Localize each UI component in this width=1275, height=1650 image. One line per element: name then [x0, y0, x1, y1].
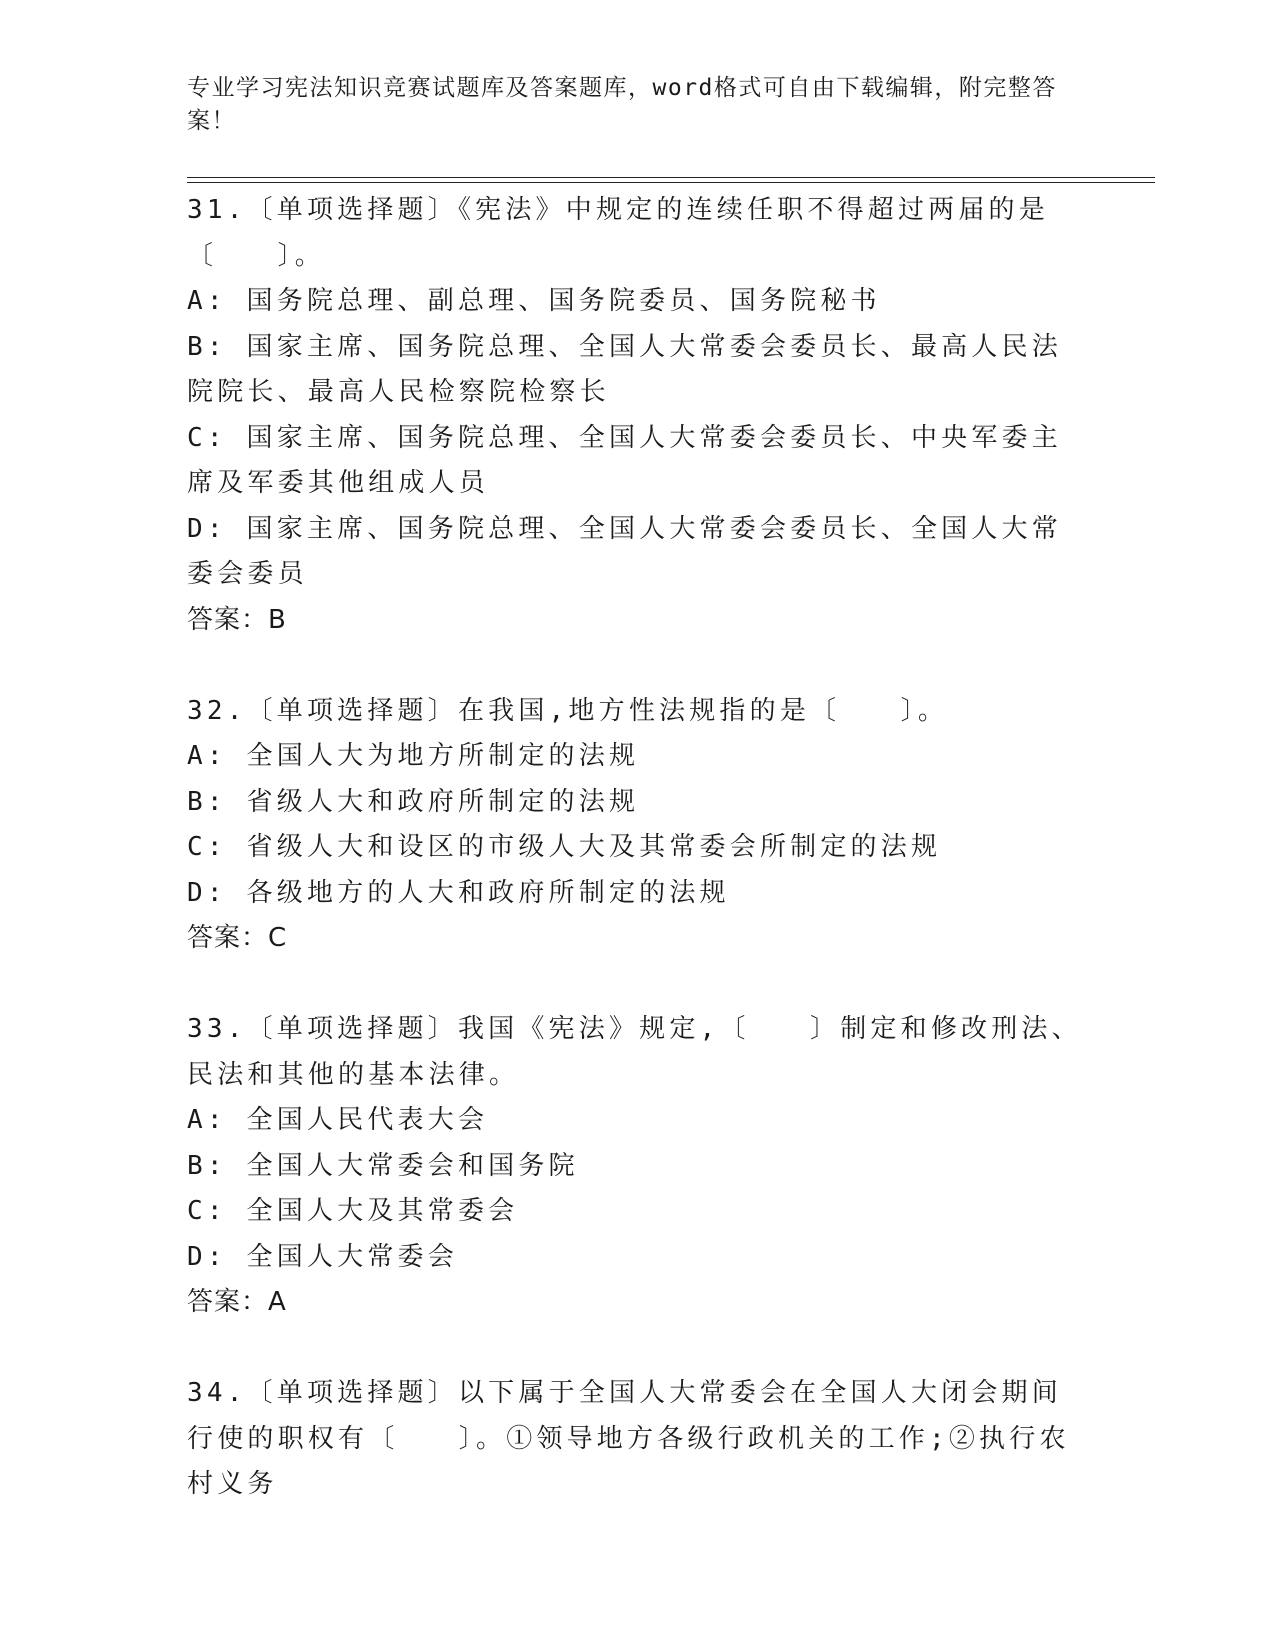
option-c: C: 国家主席、国务院总理、全国人大常委会委员长、中央军委主席及军委其他组成人员 [187, 422, 1062, 498]
question-stem: 31.〔单项选择题〕《宪法》中规定的连续任职不得超过两届的是〔 〕。 [187, 195, 1049, 271]
option-a: A: 全国人大为地方所制定的法规 [187, 741, 640, 771]
question-31 [187, 188, 1087, 643]
option-a: A: 国务院总理、副总理、国务院委员、国务院秘书 [187, 286, 881, 316]
option-d: D: 各级地方的人大和政府所制定的法规 [187, 877, 730, 908]
answer-label: 答案：A [187, 1287, 287, 1317]
question-list [187, 188, 1087, 1553]
question-33 [187, 1007, 1087, 1326]
option-c: C: 省级人大和设区的市级人大及其常委会所制定的法规 [187, 832, 942, 862]
option-b: B: 国家主席、国务院总理、全国人大常委会委员长、最高人民法院院长、最高人民检察院检察长 [187, 331, 1062, 407]
answer-label: 答案：C [187, 923, 288, 953]
question-32 [187, 689, 1087, 962]
header-divider-bottom [187, 182, 1155, 183]
option-b: B: 全国人大常委会和国务院 [187, 1150, 579, 1181]
option-b: B: 省级人大和政府所制定的法规 [187, 786, 640, 817]
answer-label: 答案：B [187, 604, 287, 635]
option-d: D: 全国人大常委会 [187, 1241, 458, 1272]
question-stem: 34.〔单项选择题〕以下属于全国人大常委会在全国人大闭会期间行使的职权有〔 〕。①领导地方各级行政机关的工作;②执行农村义务 [187, 1378, 1070, 1499]
header-divider-top [187, 177, 1155, 178]
option-c: C: 全国人大及其常委会 [187, 1196, 519, 1226]
question-34 [187, 1371, 1087, 1508]
option-a: A: 全国人民代表大会 [187, 1105, 489, 1135]
option-d: D: 国家主席、国务院总理、全国人大常委会委员长、全国人大常委会委员 [187, 513, 1062, 589]
question-stem: 33.〔单项选择题〕我国《宪法》规定,〔 〕制定和修改刑法、民法和其他的基本法律。 [187, 1014, 1082, 1090]
question-stem: 32.〔单项选择题〕在我国,地方性法规指的是〔 〕。 [187, 695, 949, 726]
page-header: 专业学习宪法知识竞赛试题库及答案题库，word格式可自由下载编辑，附完整答案！ [187, 75, 1057, 134]
